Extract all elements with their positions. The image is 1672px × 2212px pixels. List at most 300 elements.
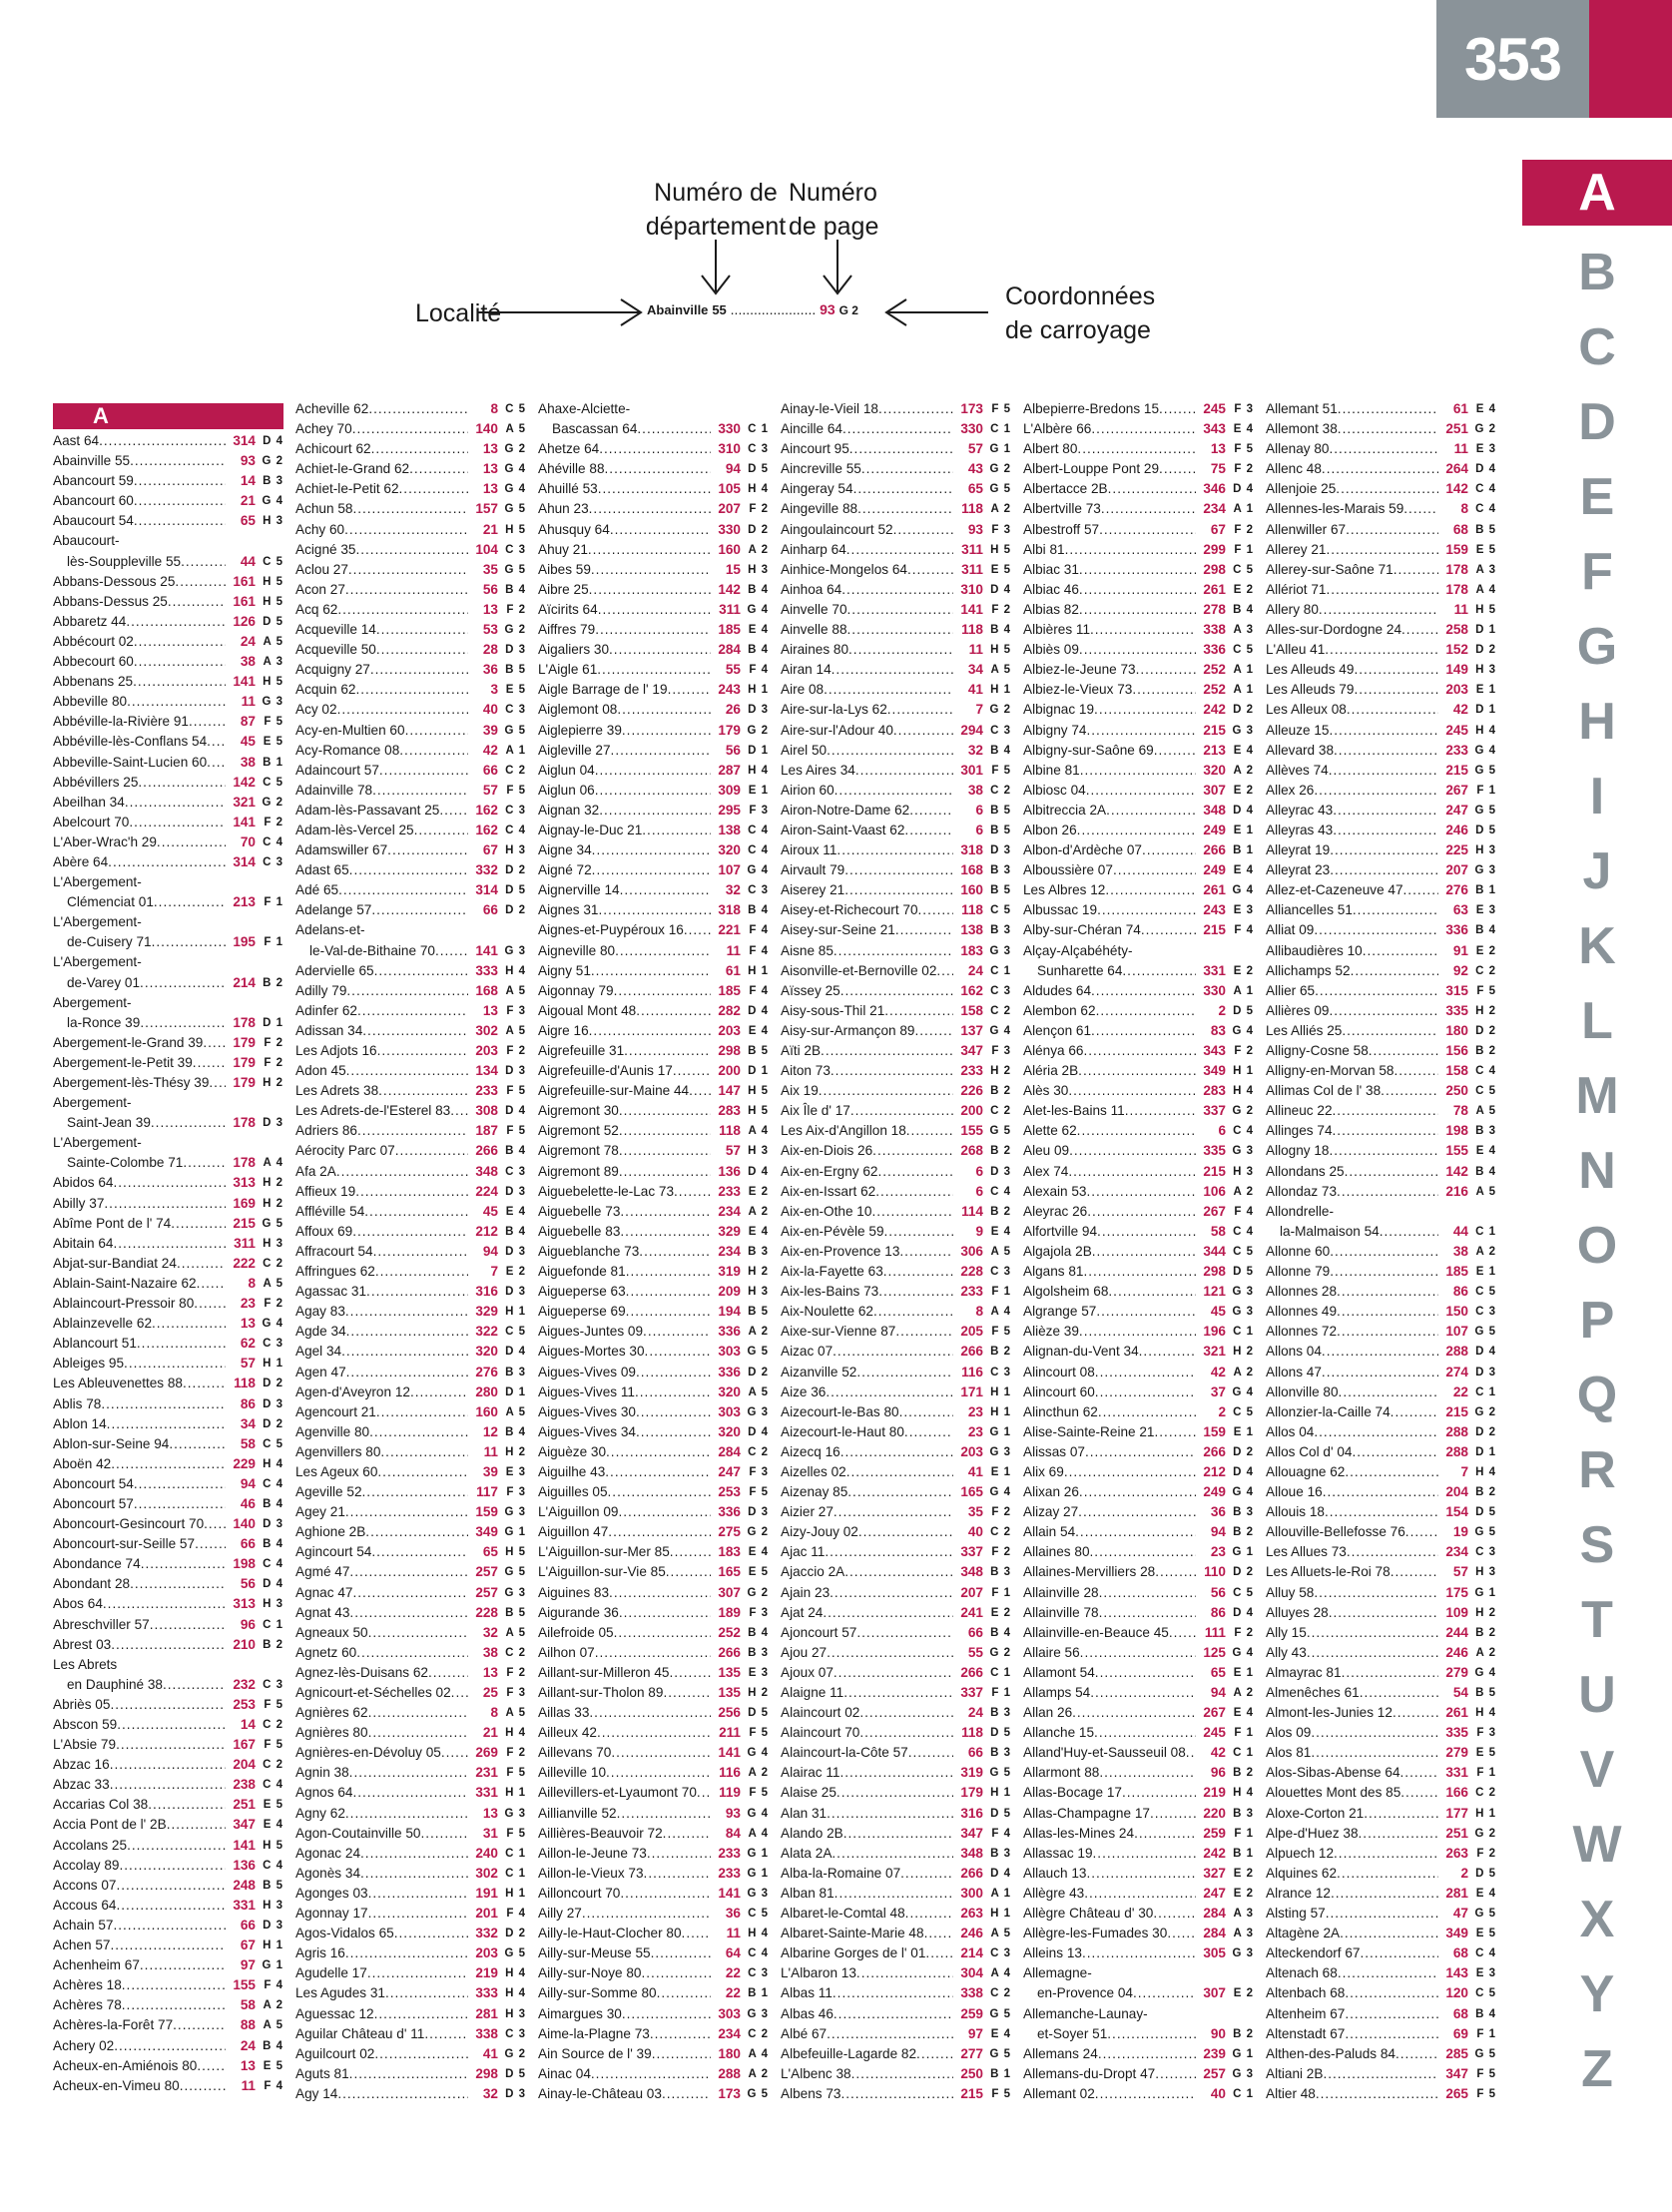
entry-name: Acy 02: [295, 702, 337, 718]
alphabet-letter-q[interactable]: Q: [1576, 1366, 1618, 1424]
entry-grid: A 1: [990, 1887, 1011, 1900]
entry-grid: E 2: [1475, 944, 1496, 957]
page-label-line2: de page: [789, 213, 879, 241]
entry-leader: [345, 1302, 468, 1322]
index-entry: [538, 1262, 769, 1282]
entry-name: Alleins 13: [1023, 1945, 1082, 1961]
entry-grid: G 2: [1474, 1405, 1496, 1418]
entry-page: 203: [475, 1945, 498, 1961]
alphabet-letter-n[interactable]: N: [1578, 1141, 1616, 1200]
index-entry: [1023, 1302, 1254, 1322]
entry-page: 249: [1203, 1484, 1226, 1500]
entry-name: Agencourt 21: [295, 1403, 376, 1419]
entry-grid: F 2: [1476, 1847, 1496, 1860]
alphabet-letter-g[interactable]: G: [1576, 617, 1618, 676]
index-entry: [1023, 1562, 1254, 1582]
entry-name: Acy-Romance 08: [295, 742, 400, 758]
entry-page: 118: [961, 501, 983, 517]
entry-leader: [344, 520, 468, 540]
entry-page: 142: [1445, 1163, 1468, 1179]
index-entry: [781, 1743, 1011, 1763]
index-entry: [295, 1743, 526, 1763]
entry-grid: F 5: [264, 1698, 283, 1711]
entry-grid: E 1: [748, 784, 769, 797]
index-entry: [538, 1422, 769, 1442]
entry-grid: E 4: [748, 1225, 769, 1238]
entry-grid: G 1: [1232, 2047, 1254, 2060]
index-entry: [295, 1963, 526, 1983]
entry-leader: [368, 1904, 468, 1924]
entry-page: 31: [482, 1825, 498, 1841]
entry-grid: B 4: [1475, 1165, 1496, 1178]
entry-leader: [1069, 1141, 1196, 1161]
entry-page: 12: [482, 1423, 498, 1439]
index-entry: [781, 1904, 1011, 1924]
entry-grid: B 2: [1233, 2027, 1254, 2040]
entry-grid: F 5: [1476, 2087, 1496, 2100]
entry-grid: A 2: [1233, 1185, 1254, 1198]
alphabet-letter-v[interactable]: V: [1579, 1740, 1615, 1799]
entry-page: 24: [240, 633, 256, 649]
alphabet-letter-e[interactable]: E: [1579, 467, 1615, 526]
entry-page: 66: [967, 1624, 983, 1640]
entry-page: 213: [1203, 742, 1226, 758]
index-entry: [1023, 1804, 1254, 1824]
entry-leader: [1097, 900, 1196, 920]
entry-leader: [1101, 499, 1196, 519]
index-entry: [295, 1242, 526, 1262]
entry-name: Allouis 18: [1266, 1504, 1325, 1520]
entry-page: 154: [1445, 1504, 1468, 1520]
entry-page: 203: [718, 1022, 741, 1038]
entry-page: 118: [719, 1123, 741, 1139]
entry-name: Ailleux 42: [538, 1725, 597, 1741]
entry-page: 301: [960, 762, 983, 778]
entry-leader: [1353, 900, 1438, 920]
entry-name: Aincille 64: [781, 421, 842, 437]
entry-name: Albine 81: [1023, 762, 1080, 778]
entry-name: Adissan 34: [295, 1022, 363, 1038]
entry-page: 215: [233, 1215, 256, 1231]
alphabet-letter-i[interactable]: I: [1589, 767, 1605, 826]
entry-leader: [1330, 860, 1438, 880]
entry-grid: A 5: [990, 1245, 1011, 1258]
entry-leader: [833, 1983, 953, 2003]
index-entry: [295, 2084, 526, 2104]
index-entry: [538, 1302, 769, 1322]
entry-name: Albert 80: [1023, 441, 1078, 457]
alphabet-letter-m[interactable]: M: [1575, 1066, 1619, 1125]
entry-name: Alignan-du-Vent 34: [1023, 1344, 1139, 1360]
entry-leader: [636, 1402, 711, 1422]
entry-leader: [840, 981, 953, 1001]
index-entry: [1023, 1121, 1254, 1141]
entry-grid: F 5: [506, 784, 526, 797]
entry-leader: [376, 1402, 468, 1422]
entry-page: 141: [718, 1745, 741, 1761]
entry-page: 303: [718, 2005, 741, 2021]
alphabet-letter-a[interactable]: A: [1522, 160, 1672, 226]
entry-name: Aizecq 16: [781, 1443, 840, 1459]
entry-leader: [1159, 459, 1196, 479]
index-entry: [781, 1824, 1011, 1844]
index-entry: [538, 700, 769, 720]
entry-leader: [855, 761, 953, 781]
entry-leader: [644, 1864, 711, 1884]
entry-leader: [1134, 1824, 1196, 1844]
index-entry-head: Alçay-Alçabéhéty-: [1023, 942, 1133, 958]
entry-page: 295: [718, 802, 741, 818]
entry-name: Alizay 27: [1023, 1504, 1079, 1520]
entry-grid: F 5: [264, 1739, 283, 1752]
entry-name: Aillon-le-Jeune 73: [538, 1845, 647, 1861]
entry-leader: [597, 1723, 711, 1743]
alphabet-letter-f[interactable]: F: [1581, 542, 1613, 601]
entry-grid: B 4: [505, 1425, 526, 1438]
index-entry: [538, 1963, 769, 1983]
entry-page: 321: [233, 794, 256, 810]
alphabet-letter-y[interactable]: Y: [1579, 1964, 1615, 2023]
entry-grid: E 4: [1475, 1145, 1496, 1158]
entry-name: Ailhon 07: [538, 1644, 595, 1660]
alphabet-letter-o[interactable]: O: [1576, 1216, 1618, 1275]
entry-leader: [377, 1041, 468, 1061]
index-entry: [781, 1783, 1011, 1803]
entry-leader: [362, 1482, 468, 1502]
entry-page: 336: [718, 1324, 741, 1340]
entry-leader: [624, 1041, 711, 1061]
entry-grid: D 5: [1475, 1867, 1496, 1880]
entry-page: 107: [718, 862, 741, 878]
entry-page: 244: [1445, 1624, 1468, 1640]
entry-page: 233: [960, 1063, 983, 1079]
entry-page: 39: [482, 1463, 498, 1479]
entry-name: Almenêches 61: [1266, 1685, 1360, 1700]
alphabet-letter-d[interactable]: D: [1578, 392, 1616, 451]
entry-leader: [1099, 1603, 1196, 1623]
entry-leader: [622, 721, 711, 741]
entry-grid: A 1: [1233, 503, 1254, 516]
entry-name: Acqueville 14: [295, 622, 376, 638]
entry-grid: C 4: [263, 1558, 283, 1571]
index-entry: [1023, 1482, 1254, 1502]
entry-leader: [844, 880, 953, 900]
entry-leader: [1084, 1884, 1196, 1904]
alphabet-letter-k[interactable]: K: [1578, 916, 1616, 975]
entry-page: 287: [718, 762, 741, 778]
entry-grid: G 2: [1474, 423, 1496, 436]
entry-name: Ajat 24: [781, 1604, 824, 1620]
entry-leader: [1068, 1162, 1196, 1182]
index-entry: [1266, 560, 1496, 580]
entry-leader: [110, 1775, 226, 1795]
index-entry: [781, 419, 1011, 439]
entry-page: 198: [233, 1556, 256, 1572]
entry-name: Abjat-sur-Bandiat 24: [53, 1255, 177, 1271]
entry-page: 23: [967, 1403, 983, 1419]
index-entry: [1266, 1222, 1496, 1242]
entry-name: Les Aires 34: [781, 762, 855, 778]
index-entry: [781, 580, 1011, 600]
alphabet-letter-u[interactable]: U: [1578, 1665, 1616, 1724]
entry-grid: E 3: [1233, 904, 1254, 917]
entry-name: Afa 2A: [295, 1163, 336, 1179]
index-entry: [1266, 1603, 1496, 1623]
entry-leader: [346, 981, 468, 1001]
entry-name: Alba-la-Romaine 07: [781, 1865, 901, 1881]
entry-grid: A 2: [990, 503, 1011, 516]
entry-grid: F 2: [506, 1747, 526, 1760]
index-entry: [1266, 1382, 1496, 1402]
entry-page: 257: [475, 1564, 498, 1580]
index-entry: [1266, 1522, 1496, 1542]
entry-name: Aizac 07: [781, 1344, 834, 1360]
entry-name: Albigny 74: [1023, 722, 1087, 738]
entry-leader: [674, 1182, 711, 1202]
entry-page: 309: [718, 782, 741, 798]
entry-page: 15: [725, 561, 741, 577]
entry-grid: H 2: [990, 1065, 1011, 1078]
entry-leader: [113, 1173, 226, 1193]
index-entry: [53, 491, 283, 511]
entry-page: 249: [1203, 822, 1226, 837]
entry-grid: C 5: [1475, 1286, 1496, 1299]
entry-name: Aigues-Mortes 30: [538, 1344, 645, 1360]
entry-name: Aiguebelle 73: [538, 1203, 621, 1219]
index-entry: [53, 1896, 283, 1916]
index-entry: [1266, 860, 1496, 880]
entry-leader: [110, 1695, 226, 1715]
entry-name: Allainville 78: [1023, 1604, 1099, 1620]
entry-page: 116: [719, 1765, 741, 1781]
entry-name: Aiguefonde 81: [538, 1264, 626, 1280]
index-entry: [781, 2004, 1011, 2024]
entry-leader: [1400, 1763, 1438, 1783]
entry-grid: A 2: [748, 2067, 769, 2080]
entry-name: Acy-en-Multien 60: [295, 722, 405, 738]
entry-name: Aingoulaincourt 52: [781, 521, 893, 537]
entry-name: Allan 26: [1023, 1705, 1073, 1721]
entry-grid: F 2: [749, 503, 769, 516]
entry-grid: E 2: [748, 1185, 769, 1198]
entry-grid: F 2: [264, 816, 283, 829]
entry-page: 162: [475, 802, 498, 818]
entry-name: L'Aiguillon 09: [538, 1504, 619, 1520]
entry-leader: [936, 961, 953, 981]
index-entry: [538, 1061, 769, 1081]
entry-leader: [341, 1342, 468, 1362]
entry-name: Abelcourt 70: [53, 814, 130, 830]
entry-grid: B 2: [263, 1638, 283, 1651]
alphabet-letter-j[interactable]: J: [1582, 841, 1612, 900]
entry-leader: [1079, 580, 1196, 600]
entry-name: Aillant-sur-Tholon 89: [538, 1685, 664, 1700]
entry-grid: G 5: [989, 483, 1011, 496]
entry-page: 239: [1203, 2045, 1226, 2061]
entry-grid: C 2: [990, 1004, 1011, 1017]
alphabet-letter-z[interactable]: Z: [1581, 2039, 1613, 2098]
entry-name: Aïti 2B: [781, 1043, 822, 1058]
entry-leader: [385, 1983, 468, 2003]
alphabet-letter-w[interactable]: W: [1572, 1815, 1622, 1874]
entry-name: Allenay 80: [1266, 441, 1330, 457]
entry-name: Albiez-le-Jeune 73: [1023, 662, 1136, 678]
entry-grid: E 2: [1233, 1867, 1254, 1880]
entry-leader: [1095, 1663, 1196, 1683]
alphabet-letter-h[interactable]: H: [1578, 692, 1616, 751]
entry-leader: [847, 620, 953, 640]
alphabet-letter-c[interactable]: C: [1578, 317, 1616, 376]
entry-leader: [1338, 399, 1438, 419]
entry-leader: [824, 680, 953, 700]
entry-page: 109: [1445, 1604, 1468, 1620]
entry-leader: [670, 1542, 711, 1562]
entry-name: Aldudes 64: [1023, 982, 1092, 998]
entry-page: 316: [960, 1805, 983, 1821]
entry-grid: F 1: [1234, 543, 1254, 556]
index-entry: [1266, 580, 1496, 600]
entry-page: 308: [475, 1103, 498, 1119]
entry-grid: C 1: [505, 1847, 526, 1860]
entry-page: 68: [1452, 1945, 1468, 1961]
index-entry: [781, 1182, 1011, 1202]
entry-grid: H 1: [505, 1887, 526, 1900]
entry-page: 141: [718, 1885, 741, 1901]
entry-leader: [376, 640, 468, 660]
entry-page: 233: [718, 1865, 741, 1881]
entry-grid: F 4: [749, 664, 769, 677]
alphabet-letter-x[interactable]: X: [1579, 1890, 1615, 1948]
entry-leader: [669, 1663, 711, 1683]
entry-leader: [405, 721, 468, 741]
entry-page: 11: [1453, 441, 1468, 457]
entry-name: Albens 73: [781, 2085, 841, 2101]
entry-grid: A 2: [748, 543, 769, 556]
entry-leader: [368, 399, 468, 419]
entry-name: Ain Source de l' 39: [538, 2045, 652, 2061]
entry-leader: [203, 1033, 226, 1053]
entry-name: Airon-Notre-Dame 62: [781, 802, 910, 818]
entry-name: Algrange 57: [1023, 1304, 1097, 1320]
entry-page: 313: [233, 1175, 256, 1191]
entry-name: Aleu 09: [1023, 1143, 1070, 1159]
entry-page: 63: [1452, 902, 1468, 918]
entry-leader: [1155, 1562, 1196, 1582]
entry-grid: E 4: [1475, 403, 1496, 415]
entry-leader: [647, 1844, 711, 1864]
index-entry: [1266, 1783, 1496, 1803]
entry-page: 247: [718, 1463, 741, 1479]
entry-leader: [375, 1262, 468, 1282]
entry-page: 212: [1203, 1463, 1226, 1479]
entry-grid: G 3: [747, 2007, 769, 2020]
entry-page: 220: [1203, 1805, 1226, 1821]
entry-page: 343: [1203, 1043, 1226, 1058]
entry-grid: D 4: [748, 1425, 769, 1438]
entry-leader: [1380, 1222, 1438, 1242]
entry-grid: C 1: [1475, 1385, 1496, 1398]
entry-page: 200: [960, 1103, 983, 1119]
entry-page: 143: [1445, 1965, 1468, 1981]
index-entry: [1266, 1061, 1496, 1081]
entry-name: Acheux-en-Amiénois 80: [53, 2057, 198, 2073]
index-entry: [781, 981, 1011, 1001]
entry-leader: [1391, 1402, 1438, 1422]
entry-leader: [1094, 1723, 1196, 1743]
entry-name: Alleyrac 43: [1266, 802, 1334, 818]
entry-page: 141: [475, 942, 498, 958]
alphabet-letter-p[interactable]: P: [1579, 1291, 1615, 1350]
entry-page: 330: [960, 421, 983, 437]
entry-name: Airion 60: [781, 782, 835, 798]
entry-grid: E 4: [748, 624, 769, 637]
index-entry: [53, 1615, 283, 1635]
alphabet-letter-t[interactable]: T: [1581, 1590, 1613, 1649]
entry-leader: [1142, 840, 1196, 860]
entry-leader: [175, 572, 226, 592]
entry-page: 86: [1452, 1284, 1468, 1300]
index-entry: [538, 560, 769, 580]
index-entry: [1266, 1402, 1496, 1422]
entry-grid: E 5: [505, 684, 526, 697]
entry-leader: [1326, 580, 1438, 600]
entry-name: Alland'Huy-et-Sausseuil 08: [1023, 1745, 1186, 1761]
index-entry: [1266, 2064, 1496, 2084]
index-entry: [781, 1924, 1011, 1943]
index-entry: [538, 2044, 769, 2064]
entry-page: 58: [1210, 1223, 1226, 1239]
entry-grid: B 4: [1475, 924, 1496, 937]
entry-leader: [337, 600, 468, 620]
index-entry: [1266, 1363, 1496, 1382]
entry-leader: [615, 941, 711, 961]
index-entry: [53, 712, 283, 732]
entry-page: 165: [718, 1564, 741, 1580]
entry-name: Sainte-Colombe 71: [67, 1155, 184, 1171]
entry-name: Abilly 37: [53, 1195, 105, 1211]
alphabet-letter-l[interactable]: L: [1581, 991, 1613, 1050]
entry-leader: [657, 1983, 711, 2003]
entry-name: Allos 04: [1266, 1423, 1315, 1439]
index-entry: [538, 981, 769, 1001]
entry-page: 348: [960, 1564, 983, 1580]
entry-grid: F 2: [264, 1056, 283, 1069]
alphabet-letter-r[interactable]: R: [1578, 1440, 1616, 1499]
index-entry: [538, 1763, 769, 1783]
alphabet-letter-b[interactable]: B: [1578, 243, 1616, 301]
entry-grid: D 2: [748, 523, 769, 536]
index-entry: [53, 692, 283, 712]
index-entry: [538, 1583, 769, 1603]
entry-page: 43: [967, 461, 983, 477]
entry-name: Allas-Bocage 17: [1023, 1785, 1122, 1801]
index-entry: [1023, 1442, 1254, 1462]
index-entry: [1266, 1924, 1496, 1943]
entry-grid: H 3: [748, 1145, 769, 1158]
entry-name: Ajoncourt 57: [781, 1624, 857, 1640]
index-entry: [53, 1194, 283, 1214]
index-entry: [295, 1703, 526, 1723]
entry-grid: E 5: [263, 736, 283, 749]
entry-grid: C 5: [1475, 1987, 1496, 2000]
entry-name: Ablon 14: [53, 1415, 107, 1431]
entry-page: 22: [1452, 1383, 1468, 1399]
entry-leader: [895, 920, 953, 940]
alphabet-letter-s[interactable]: S: [1579, 1515, 1615, 1574]
entry-grid: C 2: [263, 1759, 283, 1772]
entry-grid: B 1: [263, 756, 283, 769]
entry-page: 249: [1203, 862, 1226, 878]
